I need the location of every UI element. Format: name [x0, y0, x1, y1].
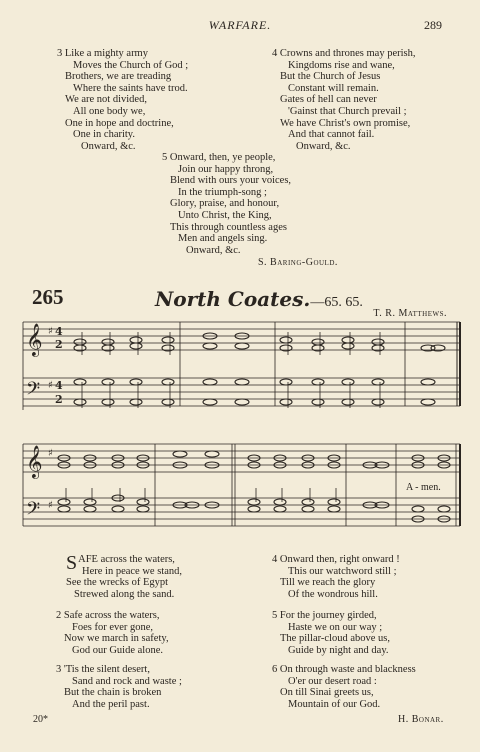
verse-line: Brothers, we are treading [65, 71, 172, 83]
verse-line: Unto Christ, the King, [178, 209, 272, 221]
tune-meter: —65. 65. [310, 295, 363, 310]
verse-line: O'er our desert road : [288, 675, 377, 687]
svg-text:2: 2 [55, 393, 63, 406]
verse-line: Haste we on our way ; [288, 621, 383, 633]
hymn-number: 265 [32, 285, 64, 309]
music-system-2 [20, 440, 465, 540]
prev-hymn-verse-3 [57, 48, 188, 152]
tune-name: North Coates. [155, 287, 311, 311]
prev-hymn-author: S. Baring-Gould. [258, 257, 338, 268]
verse-line: One in hope and doctrine, [65, 117, 174, 129]
verse-line: We have Christ's own promise, [280, 117, 411, 129]
hymn-verse-1 [66, 554, 182, 600]
verse-line: Onward, &c. [81, 140, 136, 152]
svg-text:𝄢: 𝄢 [26, 499, 41, 524]
verse-line: All one body we, [73, 105, 146, 117]
verse-line: Kingdoms rise and wane, [288, 59, 395, 71]
signature-mark: 20* [33, 714, 48, 725]
svg-text:♯: ♯ [48, 380, 53, 391]
hymn-verse-5 [272, 610, 390, 656]
verse-line: Mountain of our God. [288, 698, 381, 710]
page-number: 289 [424, 18, 442, 32]
drop-cap: S [66, 552, 78, 574]
verse-line: And that cannot fail. [288, 129, 375, 141]
svg-text:𝄢: 𝄢 [26, 379, 41, 404]
verse-line: Sand and rock and waste ; [72, 675, 182, 687]
verse-line: 5 For the journey girded, [272, 610, 377, 621]
verse-line: 4 Onward then, right onward ! [272, 554, 400, 565]
verse-line: Strewed along the sand. [74, 588, 175, 600]
verse-line: See the wrecks of Egypt [66, 577, 169, 589]
verse-line: Guide by night and day. [288, 644, 389, 656]
verse-line: Where the saints have trod. [73, 82, 188, 94]
prev-hymn-verse-5 [162, 152, 291, 256]
verse-line: This through countless ages [170, 221, 287, 233]
verse-line: This our watchword still ; [288, 565, 397, 577]
music-system-1 [20, 318, 465, 430]
verse-line: One in charity. [73, 129, 136, 141]
verse-line: God our Guide alone. [72, 644, 163, 656]
verse-line: Moves the Church of God ; [73, 59, 189, 71]
hymn-verse-3 [56, 664, 182, 710]
hymn-verse-4 [272, 554, 400, 600]
running-head: WARFARE. [208, 18, 272, 32]
verse-line: 3 'Tis the silent desert, [56, 664, 150, 675]
verse-line: The pillar-cloud above us, [280, 633, 391, 645]
hymn-verse-2 [56, 610, 169, 656]
verse-line: Onward, &c. [296, 140, 351, 152]
verse-line: But the Church of Jesus [280, 71, 381, 83]
hymn-verse-6 [272, 664, 416, 710]
verse-line: Now we march in safety, [64, 633, 169, 645]
verse-line: We are not divided, [65, 94, 147, 106]
verse-line: 'Gainst that Church prevail ; [288, 105, 407, 117]
verse-line: Glory, praise, and honour, [170, 198, 280, 210]
verse-line: 5 Onward, then, ye people, [162, 152, 276, 163]
svg-text:4: 4 [55, 325, 63, 338]
verse-line: Join our happy throng, [178, 163, 274, 175]
svg-text:♯: ♯ [48, 326, 53, 337]
svg-text:♯: ♯ [48, 448, 53, 459]
verse-line: Till we reach the glory [280, 577, 376, 589]
svg-text:𝄞: 𝄞 [26, 445, 43, 478]
verse-line: 3 Like a mighty army [57, 48, 148, 59]
verse-line: 2 Safe across the waters, [56, 610, 160, 621]
verse-line: And the peril past. [72, 698, 150, 710]
verse-line: Here in peace we stand, [82, 565, 182, 577]
hymn-author: H. Bonar. [398, 714, 444, 725]
verse-line: On till Sinai greets us, [280, 687, 374, 699]
svg-text:𝄞: 𝄞 [26, 323, 43, 356]
verse-line: In the triumph-song ; [178, 186, 267, 198]
composer: T. R. Matthews. [373, 308, 447, 319]
svg-text:4: 4 [55, 379, 63, 392]
svg-text:2: 2 [55, 338, 63, 351]
svg-text:♯: ♯ [48, 500, 53, 511]
verse-line: 4 Crowns and thrones may perish, [272, 48, 416, 59]
verse-line: Constant will remain. [288, 82, 379, 94]
verse-line: Gates of hell can never [280, 94, 377, 106]
prev-hymn-verse-4 [272, 48, 415, 152]
verse-line: Of the wondrous hill. [288, 588, 378, 600]
verse-line: 6 On through waste and blackness [272, 664, 416, 675]
amen-text: A - men. [406, 482, 441, 493]
verse-line: Foes for ever gone, [72, 621, 154, 633]
verse-line: Men and angels sing. [178, 233, 268, 245]
verse-line: SAFE across the waters, [66, 552, 175, 574]
verse-line: Blend with ours your voices, [170, 175, 292, 187]
tune-heading [155, 287, 363, 312]
verse-line: Onward, &c. [186, 244, 241, 256]
verse-line: But the chain is broken [64, 687, 162, 699]
